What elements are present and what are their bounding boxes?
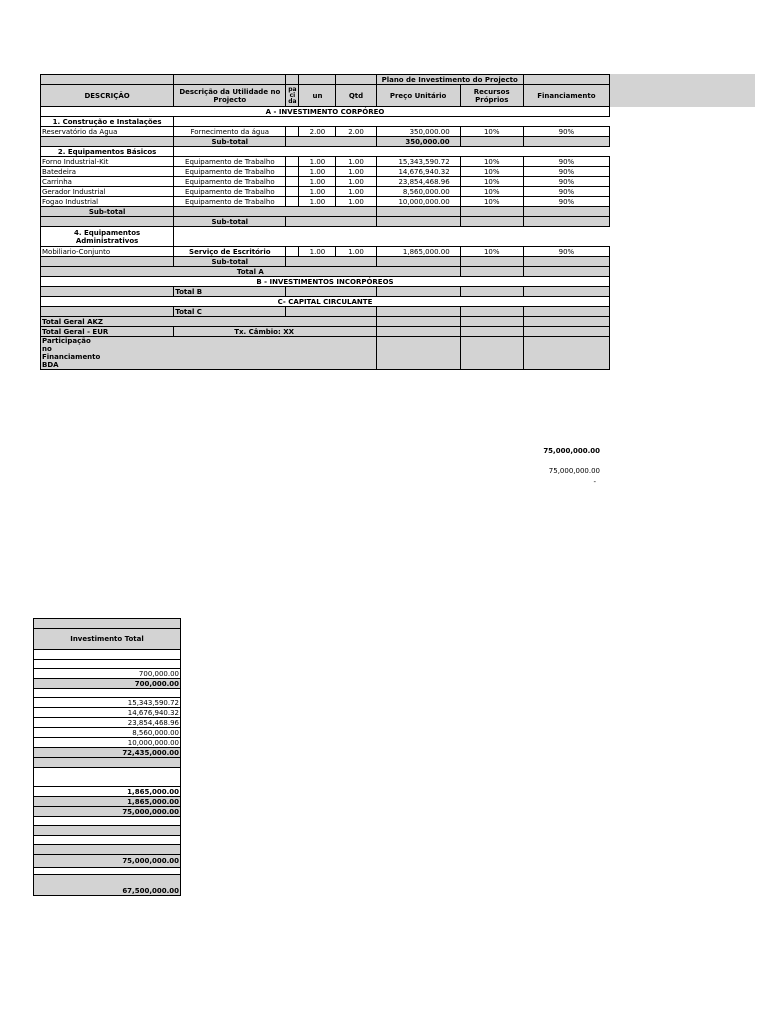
- total-geral-akz-label: Total Geral AKZ: [41, 317, 377, 327]
- note-bold-total: 75,000,000.00: [543, 447, 600, 455]
- investment-plan-table: [40, 74, 610, 370]
- construcao-subtotal-label: Sub-total: [174, 137, 286, 147]
- cambio-label: Tx. Câmbio: XX: [174, 327, 376, 337]
- table-row: Fogao Industrial Equipamento de Trabalho 1.00 1.00 10,000,000.00 10% 90%: [41, 197, 610, 207]
- table-row: Gerador Industrial Equipamento de Trabalho 1.00 1.00 8,560,000.00 10% 90%: [41, 187, 610, 197]
- total-geral-eur-label: Total Geral - EUR: [41, 327, 174, 337]
- header-descricao: DESCRIÇÃO: [41, 85, 174, 107]
- it-equip-value-2: 14,676,940.32: [34, 708, 181, 718]
- header-utilidade: Descrição da Utilidade no Projecto: [174, 85, 286, 107]
- header-recursos: Recursos Próprios: [460, 85, 523, 107]
- header-qtd: Qtd: [336, 85, 376, 107]
- it-equip-value-4: 8,560,000.00: [34, 728, 181, 738]
- table-row: Carrinha Equipamento de Trabalho 1.00 1.00 23,854,468.96 10% 90%: [41, 177, 610, 187]
- equipamentos-subtotal-label: Sub-total: [41, 207, 174, 217]
- header-shade-block: [610, 74, 755, 107]
- equipamentos-subtotal2-label: Sub-total: [174, 217, 286, 227]
- note-dash: -: [593, 478, 596, 486]
- group-construcao-label: 1. Construção e Instalações: [41, 117, 174, 127]
- it-total-a: 75,000,000.00: [34, 807, 181, 817]
- plan-title: Plano de Investimento do Projecto: [376, 75, 523, 85]
- it-geral-akz: 75,000,000.00: [34, 855, 181, 868]
- it-construcao-subtotal: 700,000.00: [34, 679, 181, 689]
- header-preco: Preço Unitário: [376, 85, 460, 107]
- it-construcao-value: 700,000.00: [34, 669, 181, 679]
- total-c-label: Total C: [174, 307, 286, 317]
- participacao-label: Participação no Financiamento BDA: [41, 337, 377, 370]
- it-admin-subtotal: 1,865,000.00: [34, 797, 181, 807]
- it-equip-value-3: 23,854,468.96: [34, 718, 181, 728]
- it-equip-value-5: 10,000,000.00: [34, 738, 181, 748]
- construcao-subtotal-value: 350,000.00: [376, 137, 460, 147]
- it-admin-value: 1,865,000.00: [34, 787, 181, 797]
- header-un: un: [299, 85, 336, 107]
- note-total: 75,000,000.00: [548, 467, 600, 475]
- table-row: Batedeira Equipamento de Trabalho 1.00 1.00 14,676,940.32 10% 90%: [41, 167, 610, 177]
- table-row: Forno Industrial-Kit Equipamento de Trabalho 1.00 1.00 15,343,590.72 10% 90%: [41, 157, 610, 167]
- it-equip-value-1: 15,343,590.72: [34, 698, 181, 708]
- total-a-label: Total A: [41, 267, 461, 277]
- section-b-title: B - INVESTIMENTOS INCORPÓREOS: [41, 277, 610, 287]
- it-equip-subtotal: 72,435,000.00: [34, 748, 181, 758]
- header-financiamento: Financiamento: [523, 85, 609, 107]
- total-b-label: Total B: [174, 287, 286, 297]
- group-equipamentos-label: 2. Equipamentos Básicos: [41, 147, 174, 157]
- section-c-title: C- CAPITAL CIRCULANTE: [41, 297, 610, 307]
- section-a-title: A - INVESTIMENTO CORPÓREO: [41, 107, 610, 117]
- header-capacidade: pa ci da: [286, 85, 299, 107]
- group-administrativos-label: 4. Equipamentos Administrativos: [41, 227, 174, 247]
- investimento-total-table: [33, 618, 181, 896]
- investimento-total-header: Investimento Total: [34, 629, 181, 650]
- it-participacao: 67,500,000.00: [34, 875, 181, 896]
- table-row: Mobiliario-Conjunto Serviço de Escritório 1.00 1.00 1,865,000.00 10% 90%: [41, 247, 610, 257]
- table-row: Reservatório da Agua Fornecimento da água 2.00 2.00 350,000.00 10% 90%: [41, 127, 610, 137]
- administrativos-subtotal-label: Sub-total: [174, 257, 286, 267]
